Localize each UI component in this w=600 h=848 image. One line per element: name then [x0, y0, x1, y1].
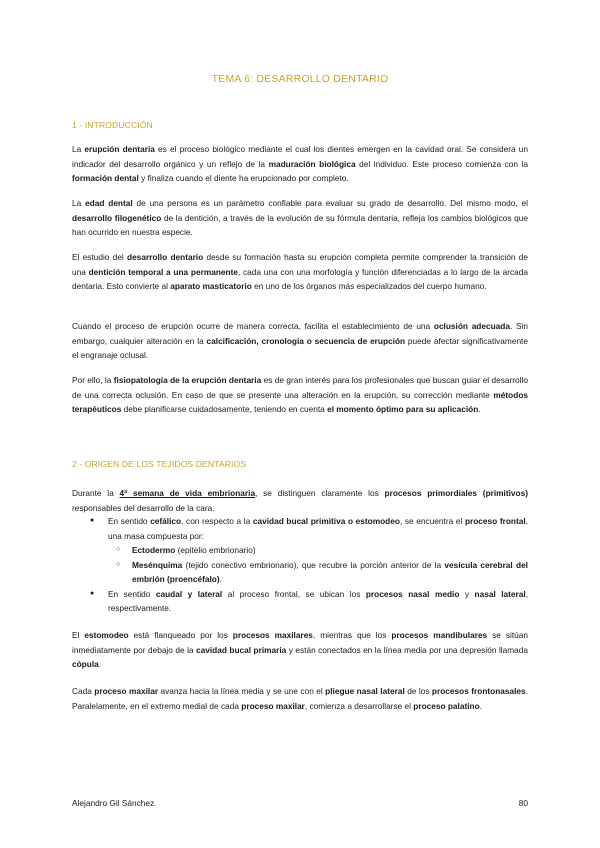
- page-title: TEMA 6: DESARROLLO DENTARIO: [211, 73, 389, 85]
- paragraph-estomodeo: El estomodeo está flanqueado por los procesos maxilares, mientras que los procesos mandibulares se sitúan inmediatamente por debajo de la cavidad bucal primaria y están conectados en la línea media por una depresión llamada cópula.: [72, 630, 529, 669]
- footer-author: Alejandro Gil Sánchez: [72, 798, 155, 808]
- paragraph-semana-embrionaria: Durante la 4ª semana de vida embrionaria, se distinguen claramente los procesos primordiales (primitivos) responsables del desarrollo de la cara.: [72, 488, 528, 513]
- footer-page-number: 80: [518, 798, 528, 808]
- paragraph-proceso-maxilar: Cada proceso maxilar avanza hacia la línea media y se une con el pliegue nasal lateral de los procesos frontonasales. Paralelamente, en el extremo medial de cada proceso maxilar, comienza a desarrollarse el proceso palatino.: [72, 686, 528, 711]
- paragraph-erupcion: La erupción dentaria es el proceso biológico mediante el cual los dientes emergen en la cavidad oral. Se considera un indicador del desarrollo orgánico y un reflejo de la maduración biológica del individuo. Este proceso comienza con la formación dental y finaliza cuando el diente ha erupcionado por completo.: [72, 144, 528, 183]
- paragraph-estudio-desarrollo: El estudio del desarrollo dentario desde su formación hasta su erupción completa permite comprender la transición de una dentición temporal a una permanente, cada una con una morfología y función diferenciadas a lo largo de la arcada dentaria. Esto convierte al aparato masticatorio en uno de los órganos más especializados del cuerpo humano.: [72, 252, 528, 291]
- sub-item-mesenquima: ○ Mesénquima (tejido conectivo embrionario), que recubre la porción anterior de la vesícula cerebral del embrión (proencéfalo).: [108, 558, 528, 587]
- list-item-cefalico: ● En sentido cefálico, con respecto a la cavidad bucal primitiva o estomodeo, se encuentra el proceso frontal, una masa compuesta por: ○ Ectodermo (epitelio embrionario) ○ Mesénquima (tejido conectivo embrionario), que recubre la porción anterior de la vesícula cerebral del embrión (proencéfalo).: [88, 514, 528, 587]
- section-heading-introduccion: 1 - INTRODUCCIÓN: [72, 120, 153, 130]
- sub-item-ectodermo: ○ Ectodermo (epitelio embrionario): [108, 543, 528, 558]
- paragraph-fisiopatologia: Por ello, la fisiopatología de la erupción dentaria es de gran interés para los profesionales que buscan guiar el desarrollo de una correcta oclusión. En caso de que se presente una alteración en la erupción, su corrección mediante métodos terapéuticos debe planificarse cuidadosamente, teniendo en cuenta el momento óptimo para su aplicación.: [72, 375, 528, 414]
- sub-list: [108, 543, 528, 587]
- list-item-caudal: ● En sentido caudal y lateral al proceso frontal, se ubican los procesos nasal medio y nasal lateral, respectivamente.: [88, 587, 528, 616]
- section-heading-origen: 2 - ORIGEN DE LOS TEJIDOS DENTARIOS: [72, 459, 247, 469]
- paragraph-oclusion: Cuando el proceso de erupción ocurre de manera correcta, facilita el establecimiento de una oclusión adecuada. Sin embargo, cualquier alteración en la calcificación, cronología o secuencia de erupción puede afectar significativamente el engranaje oclusal.: [72, 321, 528, 360]
- paragraph-edad-dental: La edad dental de una persona es un parámetro confiable para evaluar su grado de desarrollo. Del mismo modo, el desarrollo filogenético de la dentición, a través de la evolución de su fórmula dentaria, refleja los cambios biológicos que han ocurrido en nuestra especie.: [72, 198, 528, 237]
- bullet-list: [88, 514, 528, 616]
